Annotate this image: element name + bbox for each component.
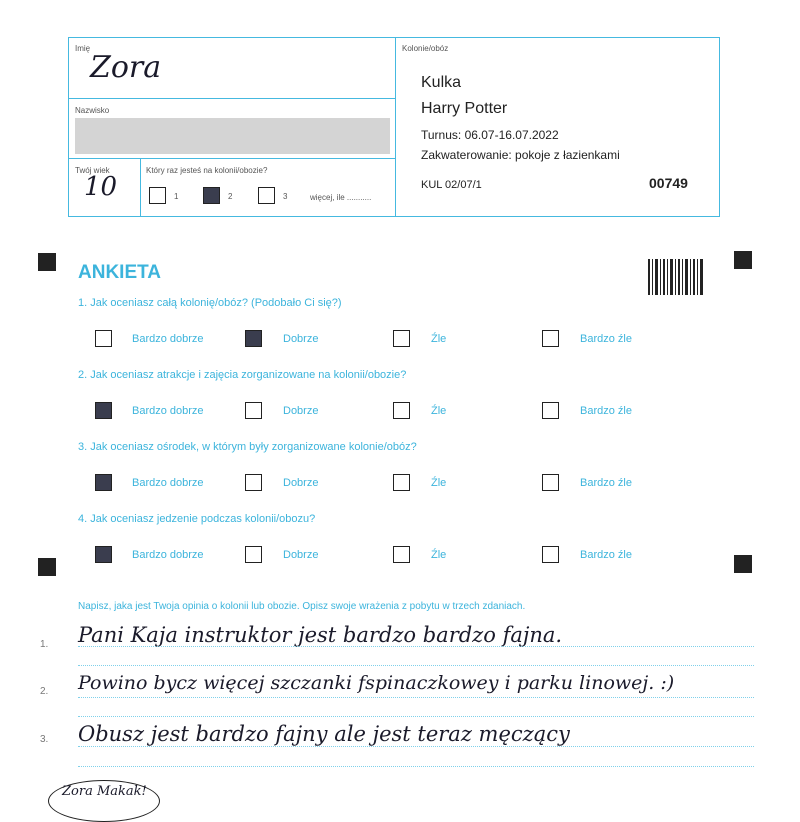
opinion-prompt: Napisz, jaka jest Twoja opinia o kolonii lub obozie. Opisz swoje wrażenia z pobytu w trzech zdaniach. [78,601,526,612]
q3-label-dobrze: Dobrze [283,477,319,489]
kolonia-name: Kulka [421,74,462,91]
imie-value[interactable]: Zora [90,50,162,85]
q4-label-zle: Źle [431,549,447,561]
survey-title: ANKIETA [78,262,162,283]
ktory-raz-checkbox-2[interactable] [203,187,220,204]
q3-label-bardzo-zle: Bardzo źle [580,477,632,489]
q1-option-zle[interactable] [393,330,410,347]
ktory-raz-option-1: 1 [174,192,179,201]
q3-option-zle[interactable] [393,474,410,491]
registration-marker [734,251,752,269]
registration-marker [38,253,56,271]
q1-label-zle: Źle [431,333,447,345]
q2-option-bardzo-zle[interactable] [542,402,559,419]
turnus: Turnus: 06.07-16.07.2022 [421,128,559,142]
form-number: 00749 [649,175,688,191]
kolonia-code: KUL 02/07/1 [421,179,482,191]
zakwaterowanie: Zakwaterowanie: pokoje z łazienkami [421,148,620,162]
redacted-surname [75,118,390,154]
question-1: 1. Jak oceniasz całą kolonię/obóz? (Podobało Ci się?) [78,297,342,309]
ktory-raz-checkbox-1[interactable] [149,187,166,204]
q2-label-bardzo-zle: Bardzo źle [580,405,632,417]
q3-label-bardzo-dobrze: Bardzo dobrze [132,477,204,489]
question-2: 2. Jak oceniasz atrakcje i zajęcia zorganizowane na kolonii/obozie? [78,369,407,381]
writing-line [78,716,754,717]
signature: Zora Makak! [62,784,147,799]
age-divider [140,158,141,217]
question-3: 3. Jak oceniasz ośrodek, w którym były zorganizowane kolonie/obóz? [78,441,417,453]
writing-line [78,665,754,666]
ktory-raz-label: Który raz jesteś na kolonii/obozie? [146,166,268,175]
q1-option-bardzo-dobrze[interactable] [95,330,112,347]
q2-label-dobrze: Dobrze [283,405,319,417]
opinion-line-number-3: 3. [40,734,49,745]
ktory-raz-checkbox-3[interactable] [258,187,275,204]
imie-label: Imię [75,44,91,53]
q3-option-bardzo-dobrze[interactable] [95,474,112,491]
q1-label-bardzo-dobrze: Bardzo dobrze [132,333,204,345]
q1-option-dobrze[interactable] [245,330,262,347]
q3-option-dobrze[interactable] [245,474,262,491]
wiecej-label: więcej, ile ........... [310,193,372,202]
ktory-raz-option-2: 2 [228,192,233,201]
q1-label-dobrze: Dobrze [283,333,319,345]
header-divider [395,37,396,217]
registration-marker [734,555,752,573]
q2-option-dobrze[interactable] [245,402,262,419]
opinion-line-2[interactable]: Powino bycz więcej szczanki fspinaczkowey i parku linowej. :) [78,672,675,694]
q4-option-bardzo-zle[interactable] [542,546,559,563]
q2-label-bardzo-dobrze: Bardzo dobrze [132,405,204,417]
q4-label-bardzo-dobrze: Bardzo dobrze [132,549,204,561]
nazwisko-label: Nazwisko [75,106,110,115]
opinion-line-number-2: 2. [40,686,49,697]
ktory-raz-option-3: 3 [283,192,288,201]
q2-option-zle[interactable] [393,402,410,419]
writing-line [78,697,754,698]
q1-label-bardzo-zle: Bardzo źle [580,333,632,345]
row-divider [68,98,395,99]
q4-option-zle[interactable] [393,546,410,563]
q4-label-bardzo-zle: Bardzo źle [580,549,632,561]
kolonia-label: Kolonie/obóz [402,44,449,53]
q4-option-dobrze[interactable] [245,546,262,563]
registration-marker [38,558,56,576]
q3-label-zle: Źle [431,477,447,489]
q2-label-zle: Źle [431,405,447,417]
q2-option-bardzo-dobrze[interactable] [95,402,112,419]
q4-option-bardzo-dobrze[interactable] [95,546,112,563]
question-4: 4. Jak oceniasz jedzenie podczas kolonii/obozu? [78,513,316,525]
opinion-line-1[interactable]: Pani Kaja instruktor jest bardzo bardzo fajna. [78,623,563,647]
writing-line [78,746,754,747]
row-divider [68,158,395,159]
q4-label-dobrze: Dobrze [283,549,319,561]
q1-option-bardzo-zle[interactable] [542,330,559,347]
opinion-line-3[interactable]: Obusz jest bardzo fajny ale jest teraz męczący [78,722,570,746]
opinion-line-number-1: 1. [40,639,49,650]
wiek-value[interactable]: 10 [84,172,118,202]
barcode-icon [648,259,704,295]
kolonia-theme: Harry Potter [421,100,508,117]
q3-option-bardzo-zle[interactable] [542,474,559,491]
wiek-label: Twój wiek [75,166,110,175]
writing-line [78,646,754,647]
writing-line [78,766,754,767]
